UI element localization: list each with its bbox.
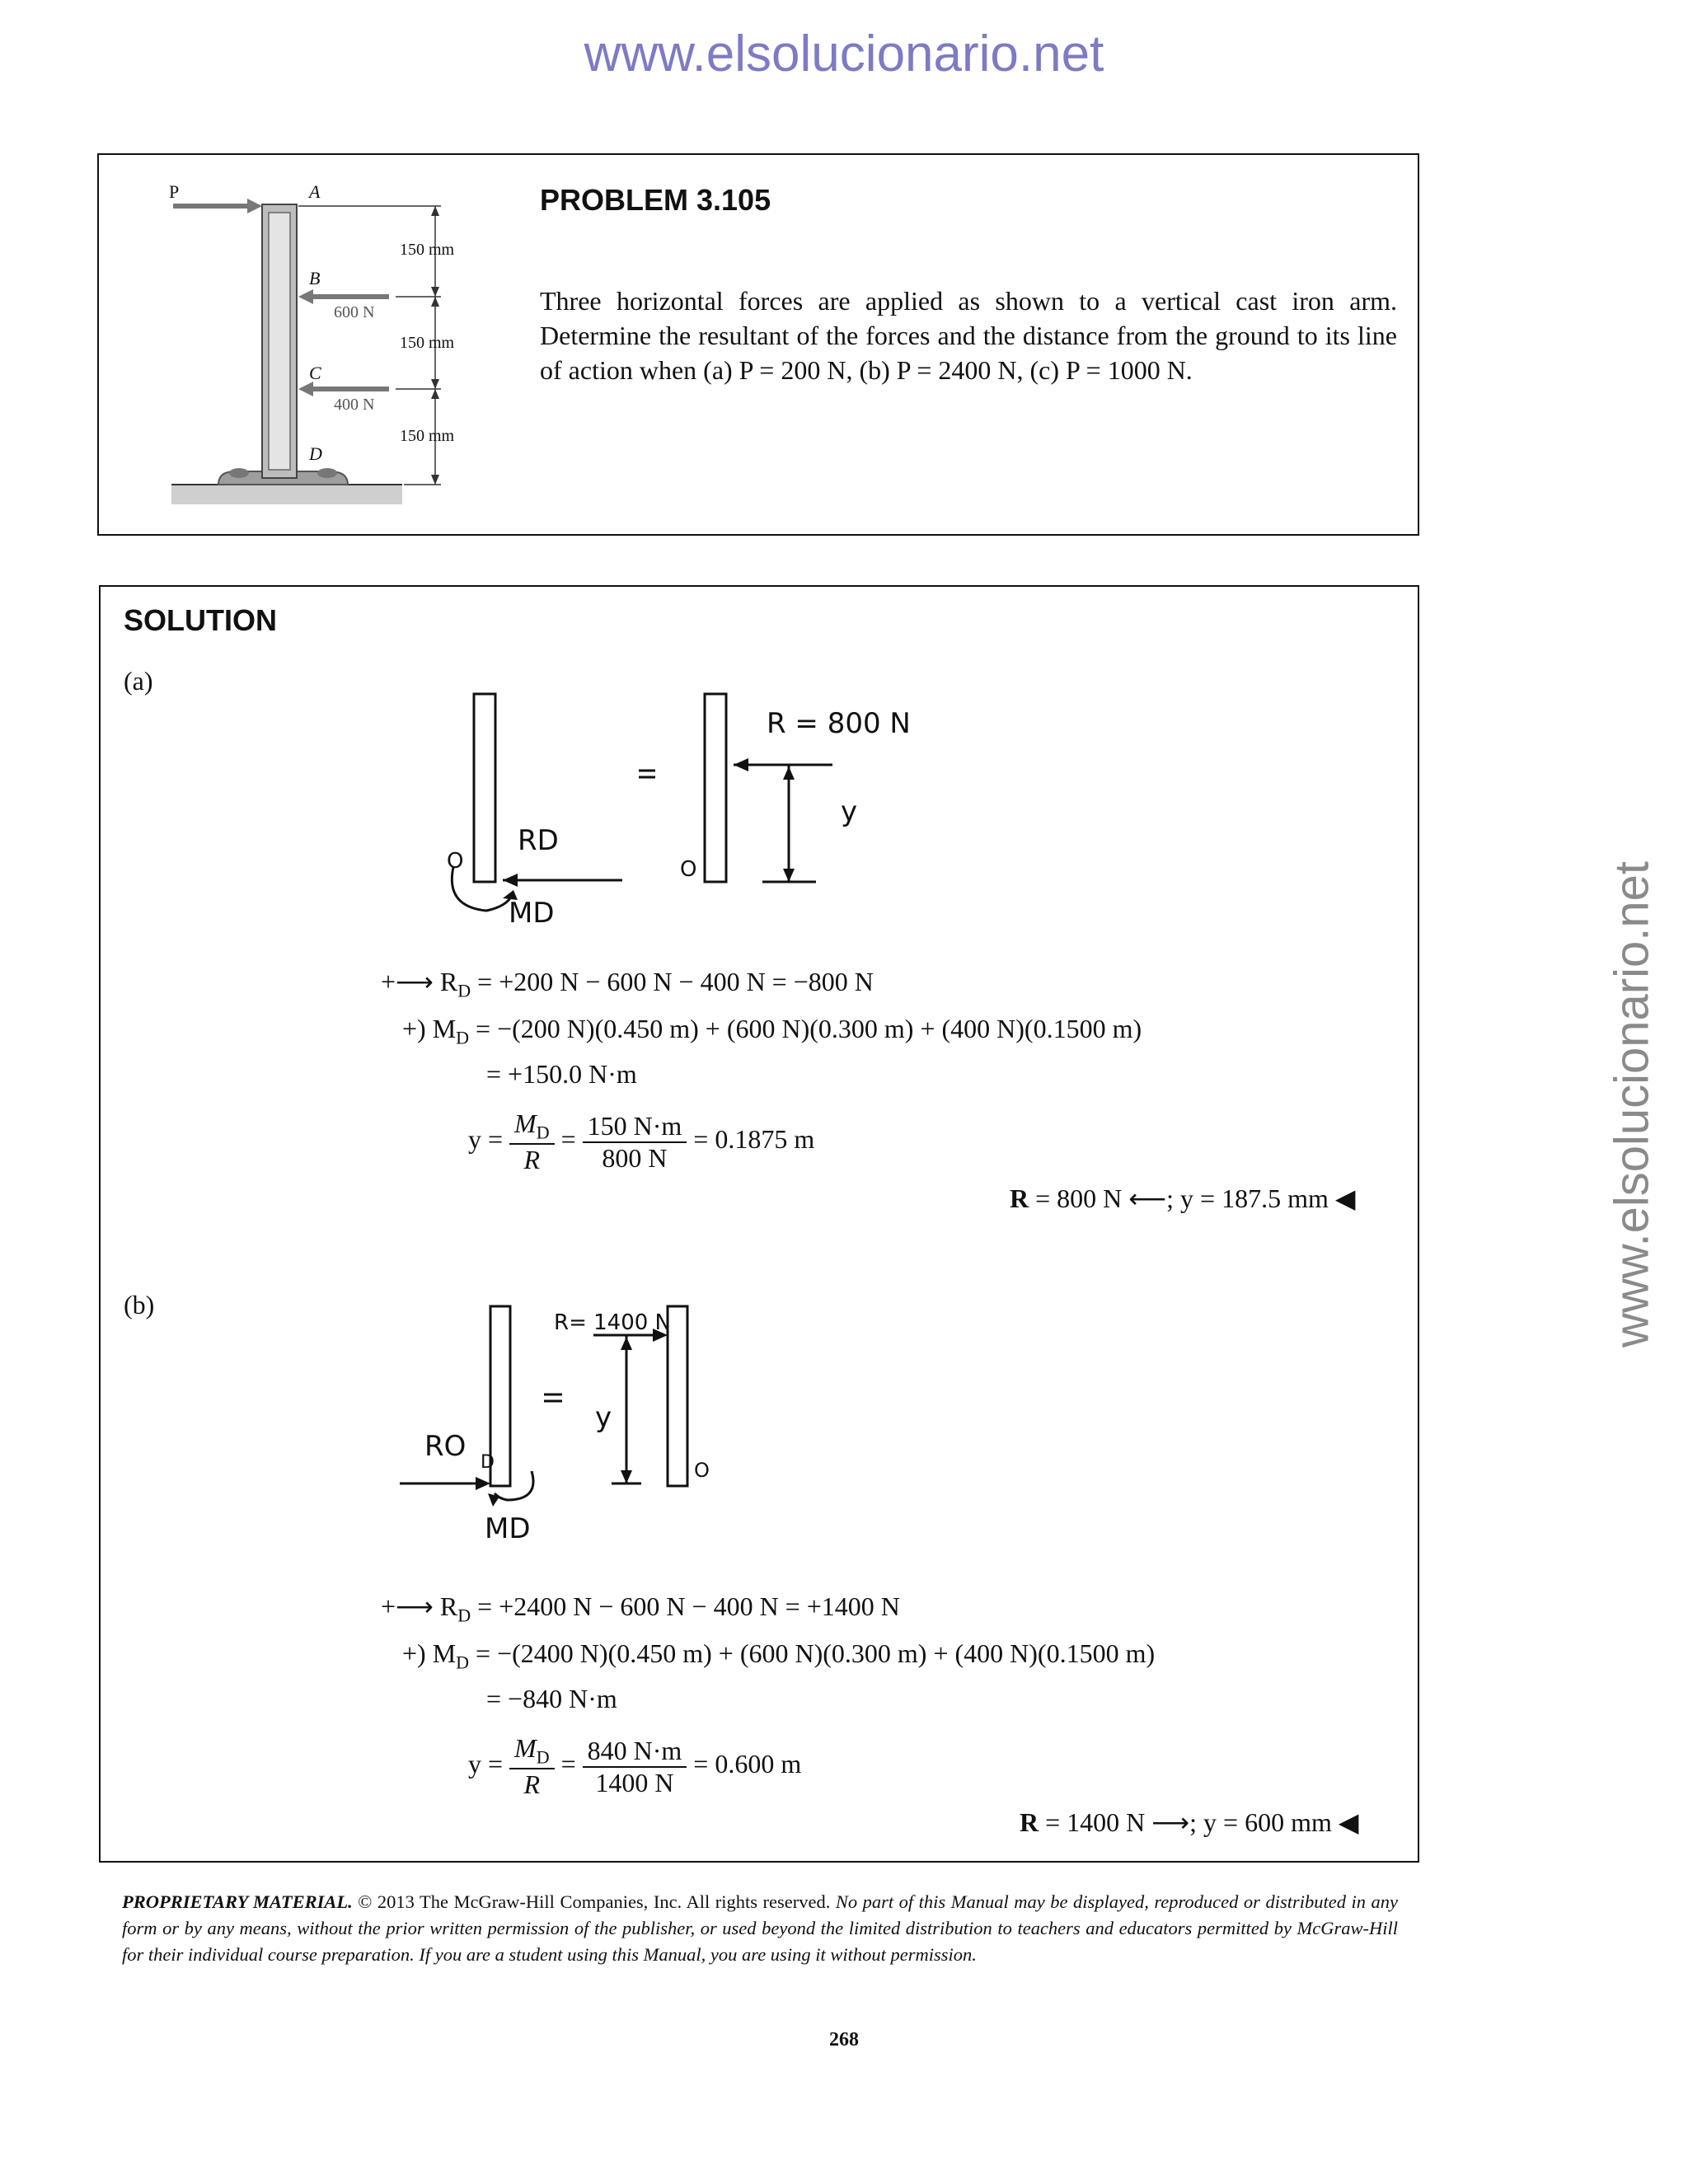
part-b-sketch-MD: MD xyxy=(485,1512,531,1545)
fig-force-C: 400 N xyxy=(334,396,375,414)
part-b-sketch-RD: RO xyxy=(424,1430,467,1463)
part-a-sketch-R: R = 800 N xyxy=(767,707,911,740)
watermark-top: www.elsolucionario.net xyxy=(584,26,1104,82)
ground xyxy=(171,485,402,504)
problem-text: Three horizontal forces are applied as shown to a vertical cast iron arm. Determine the resultant of the forces and the distance from the ground to its line of action when (a) P = 200 N, (b) P = 2400 N, (c) P = 1000 N. xyxy=(540,286,1397,385)
problem-title: PROBLEM 3.105 xyxy=(540,183,771,217)
part-b-sketch-O2: O xyxy=(694,1459,710,1482)
fig-label-P: P xyxy=(169,181,180,202)
fig-dim-1: 150 mm xyxy=(400,241,455,259)
bolt xyxy=(317,468,337,478)
part-b-sketch-O1: D xyxy=(481,1452,495,1473)
part-b-eq1: +⟶ $R_D = +2400$ N − 600 N − 400 N = +1400 N xyxy=(381,1591,900,1626)
bolt xyxy=(229,468,249,478)
fig-dim-3: 150 mm xyxy=(400,427,455,445)
part-b-eq3: = −840 N·m xyxy=(486,1684,617,1713)
watermark-side: www.elsolucionario.net xyxy=(1605,861,1659,1347)
fig-label-A: A xyxy=(309,181,321,202)
fig-label-C: C xyxy=(309,363,321,383)
part-a-answer: R = 800 N ⟵; y = 187.5 mm ◀ xyxy=(1010,1183,1356,1213)
part-b-sketch-y: y xyxy=(595,1401,612,1434)
fig-label-B: B xyxy=(309,268,321,288)
part-b-label: (b) xyxy=(124,1290,155,1319)
part-a-sketch-RD: RD xyxy=(518,824,559,857)
fig-label-D: D xyxy=(309,443,322,464)
solution-title: SOLUTION xyxy=(124,603,277,637)
part-a-label: (a) xyxy=(124,666,153,696)
part-a-sketch-O1: O xyxy=(447,849,464,874)
part-b-answer: R = 1400 N ⟶; y = 600 mm ◀ xyxy=(1020,1807,1359,1837)
part-a-sketch-O2: O xyxy=(680,857,697,882)
part-b-eq4: y = $\frac{M_D}{R}$ = $\frac{840 N\cdot m}{1400 N}$ = 0.600 m xyxy=(468,1733,802,1800)
fig-force-B: 600 N xyxy=(334,303,375,321)
page-number: 268 xyxy=(829,2029,859,2050)
fig-dim-2: 150 mm xyxy=(400,334,455,352)
part-b-eq2: +) $M_D = -(2400$ N)(0.450 m) + (600 N)(0.300 m) + (400 N)(0.1500 m) xyxy=(402,1638,1156,1673)
part-b-sketch xyxy=(396,1302,725,1549)
part-a-sketch-y: y xyxy=(841,795,858,828)
copyright-footer: PROPRIETARY MATERIAL. © 2013 The McGraw-Hill Companies, Inc. All rights reserved. No part of this Manual may be displayed, reproduced or distributed in any form or by any means, without the prior written permission of the publisher, or used beyond the limited distribution to teachers and educators permitted by McGraw-Hill for their individual course preparation. If you are a student using this Manual, you are using it without permission. xyxy=(122,1891,1398,1965)
part-b-sketch-R: R= 1400 N xyxy=(554,1310,671,1335)
part-a-eq3: = +150.0 N·m xyxy=(486,1059,637,1089)
part-a-sketch-MD: MD xyxy=(509,897,555,930)
part-a-eq1: +⟶ $R_D = +200$ N − 600 N − 400 N = −800 N xyxy=(381,967,874,1001)
part-a-eq4: y = $\frac{M_D}{R}$ = $\frac{150 N\cdot m}{800 N}$ = 0.1875 m xyxy=(468,1108,815,1175)
part-a-eq2: +) $M_D = -(200$ N)(0.450 m) + (600 N)(0.300 m) + (400 N)(0.1500 m) xyxy=(402,1014,1142,1048)
